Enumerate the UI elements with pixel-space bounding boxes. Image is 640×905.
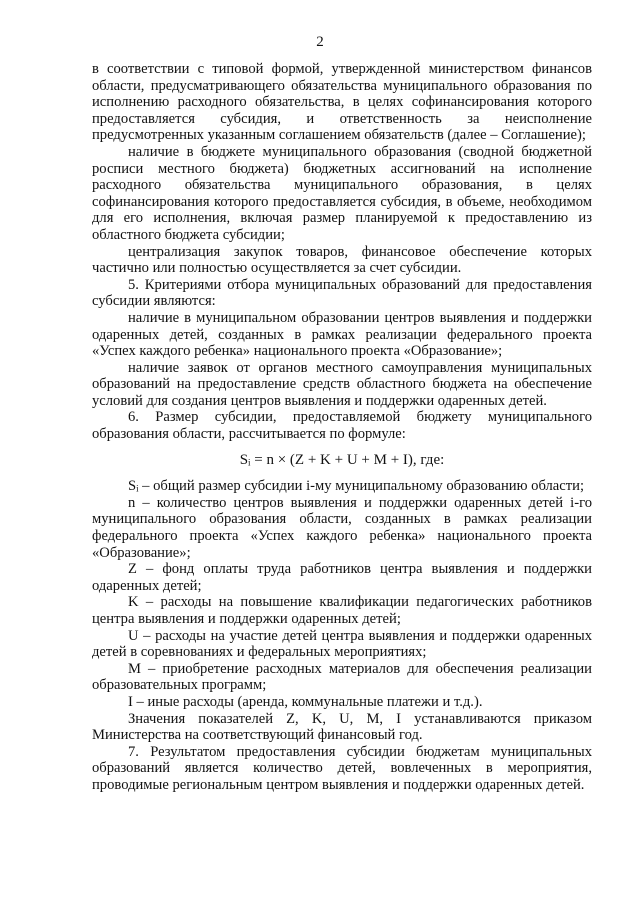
definition-i: I – иные расходы (аренда, коммунальные платежи и т.д.). <box>128 693 483 710</box>
paragraph-criterion-applications: наличие заявок от органов местного самоуправления муниципальных образований на предоставление средств областного бюджета на обеспечение условий для создания центров выявления и поддержки одаренных детей. <box>92 359 592 409</box>
subsidy-formula: Sᵢ = n × (Z + K + U + M + I), где: <box>239 451 445 468</box>
paragraph-section-6-heading: 6. Размер субсидии, предоставляемой бюджету муниципального образования области, рассчитывается по формуле: <box>92 409 592 443</box>
paragraph-section-7-result: 7. Результатом предоставления субсидии бюджетам муниципальных образований является количество детей, вовлеченных в мероприятия, проводимые региональным центром выявления и поддержки одаренных детей. <box>92 743 592 793</box>
paragraph-indicator-values: Значения показателей Z, K, U, M, I устанавливаются приказом Министерства на соответствующий финансовый год. <box>92 710 592 744</box>
definition-n: n – количество центров выявления и поддержки одаренных детей i-го муниципального образования области, созданных в рамках реализации федерального проекта «Успех каждого ребенка» национального проекта «Образование»; <box>92 494 592 561</box>
definition-si: Sᵢ – общий размер субсидии i-му муниципальному образованию области; <box>128 478 584 495</box>
paragraph-criterion-centers: наличие в муниципальном образовании центров выявления и поддержки одаренных детей, созданных в рамках реализации федерального проекта «Успех каждого ребенка» национального проекта «Образование»; <box>92 309 592 360</box>
paragraph-budget-allocations: наличие в бюджете муниципального образования (сводной бюджетной росписи местного бюджета) бюджетных ассигнований на исполнение расходного обязательства муниципального образования, в целях софинансирования которого предоставляется субсидия, в объеме, необходимом для его исполнения, включая размер планируемой к предоставлению из областного бюджета субсидии; <box>92 143 592 243</box>
definition-z: Z – фонд оплаты труда работников центра выявления и поддержки одаренных детей; <box>92 561 592 594</box>
definition-u: U – расходы на участие детей центра выявления и поддержки одаренных детей в соревнованиях и федеральных мероприятиях; <box>92 627 592 661</box>
definition-m: M – приобретение расходных материалов для обеспечения реализации образовательных программ; <box>92 660 592 694</box>
paragraph-centralized-procurement: централизация закупок товаров, финансовое обеспечение которых частично или полностью осуществляется за счет субсидии. <box>92 243 592 277</box>
paragraph-section-5-heading: 5. Критериями отбора муниципальных образований для предоставления субсидии являются: <box>92 276 592 310</box>
paragraph-agreement-continuation: в соответствии с типовой формой, утвержденной министерством финансов области, предусматривающего обязательства муниципального образования по исполнению расходного обязательства, в целях софинансирования которого предоставляется субсидия, и ответственность за неисполнение предусмотренных указанным соглашением обязательств (далее – Соглашение); <box>92 61 592 144</box>
page-number: 2 <box>316 34 324 50</box>
definition-k: K – расходы на повышение квалификации педагогических работников центра выявления и поддержки одаренных детей; <box>92 594 592 627</box>
document-body <box>92 61 592 794</box>
